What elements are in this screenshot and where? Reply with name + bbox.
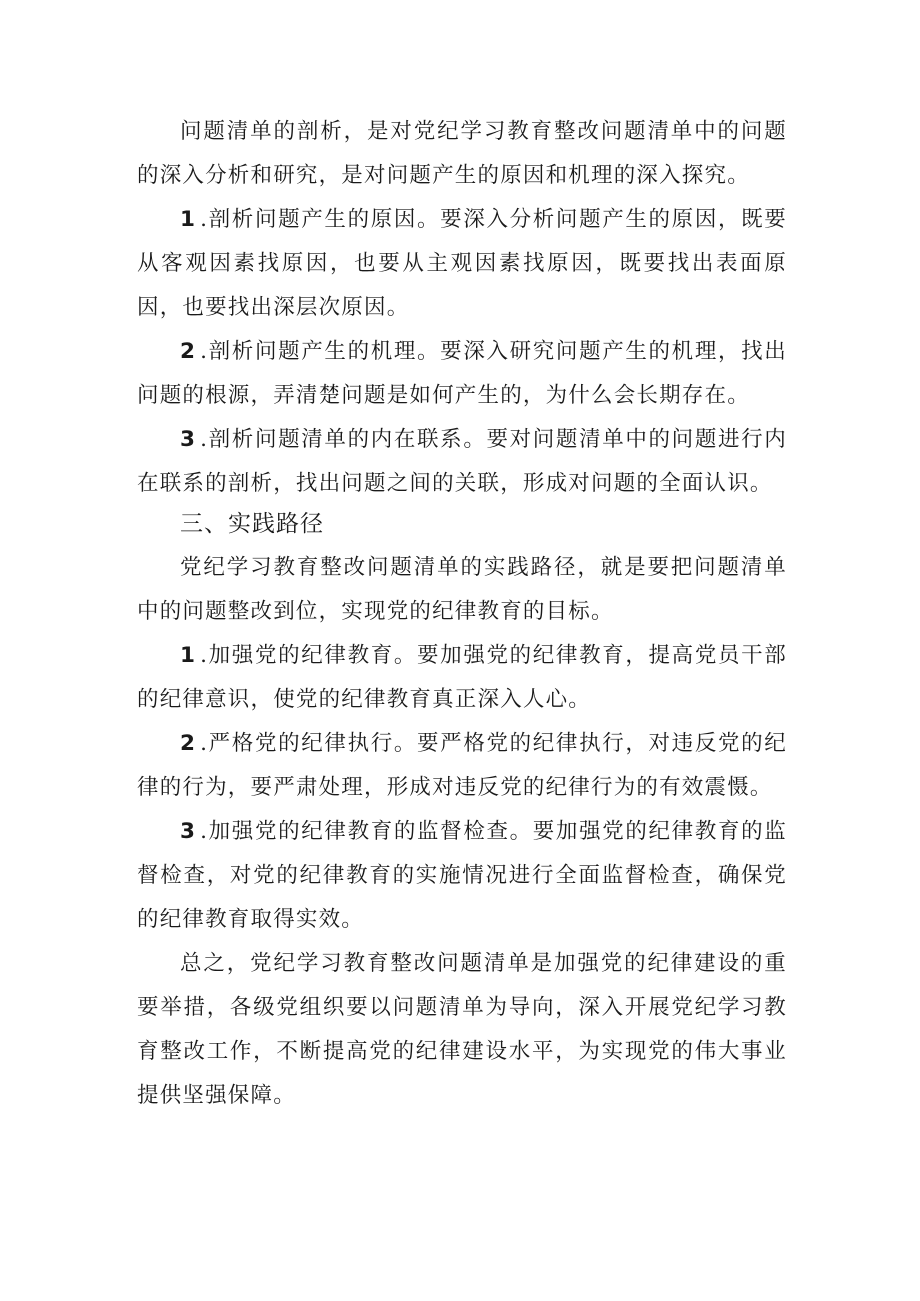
analysis-item-3 [137,418,787,506]
analysis-item-2 [137,330,787,418]
item-text: .加强党的纪律教育。要加强党的纪律教育，提高党员干部的纪律意识，使党的纪律教育真正深入人心。 [137,643,787,712]
item-text: .剖析问题产生的原因。要深入分析问题产生的原因，既要从客观因素找原因，也要从主观因素找原因，既要找出表面原因，也要找出深层次原因。 [137,207,787,320]
practice-item-1 [137,634,787,722]
item-text: .加强党的纪律教育的监督检查。要加强党的纪律教育的监督检查，对党的纪律教育的实施情况进行全面监督检查，确保党的纪律教育取得实效。 [137,819,787,932]
item-number: 2 [180,731,197,756]
item-number: 3 [180,427,197,452]
section-heading-practice-path: 三、实践路径 [180,511,324,537]
item-text: .严格党的纪律执行。要严格党的纪律执行，对违反党的纪律的行为，要严肃处理，形成对违反党的纪律行为的有效震慑。 [137,731,787,800]
item-number: 3 [180,819,197,844]
practice-intro-paragraph: 党纪学习教育整改问题清单的实践路径，就是要把问题清单中的问题整改到位，实现党的纪律教育的目标。 [137,555,787,624]
item-text: .剖析问题产生的机理。要深入研究问题产生的机理，找出问题的根源，弄清楚问题是如何产生的，为什么会长期存在。 [137,339,787,408]
practice-item-3 [137,810,787,942]
item-number: 1 [180,207,197,232]
item-text: .剖析问题清单的内在联系。要对问题清单中的问题进行内在联系的剖析，找出问题之间的关联，形成对问题的全面认识。 [137,427,787,496]
analysis-item-1 [137,198,787,330]
item-number: 1 [180,643,197,668]
conclusion-paragraph: 总之，党纪学习教育整改问题清单是加强党的纪律建设的重要举措，各级党组织要以问题清单为导向，深入开展党纪学习教育整改工作，不断提高党的纪律建设水平，为实现党的伟大事业提供坚强保障。 [137,951,787,1108]
analysis-intro-paragraph: 问题清单的剖析，是对党纪学习教育整改问题清单中的问题的深入分析和研究，是对问题产生的原因和机理的深入探究。 [137,119,787,188]
item-number: 2 [180,339,197,364]
practice-item-2 [137,722,787,810]
